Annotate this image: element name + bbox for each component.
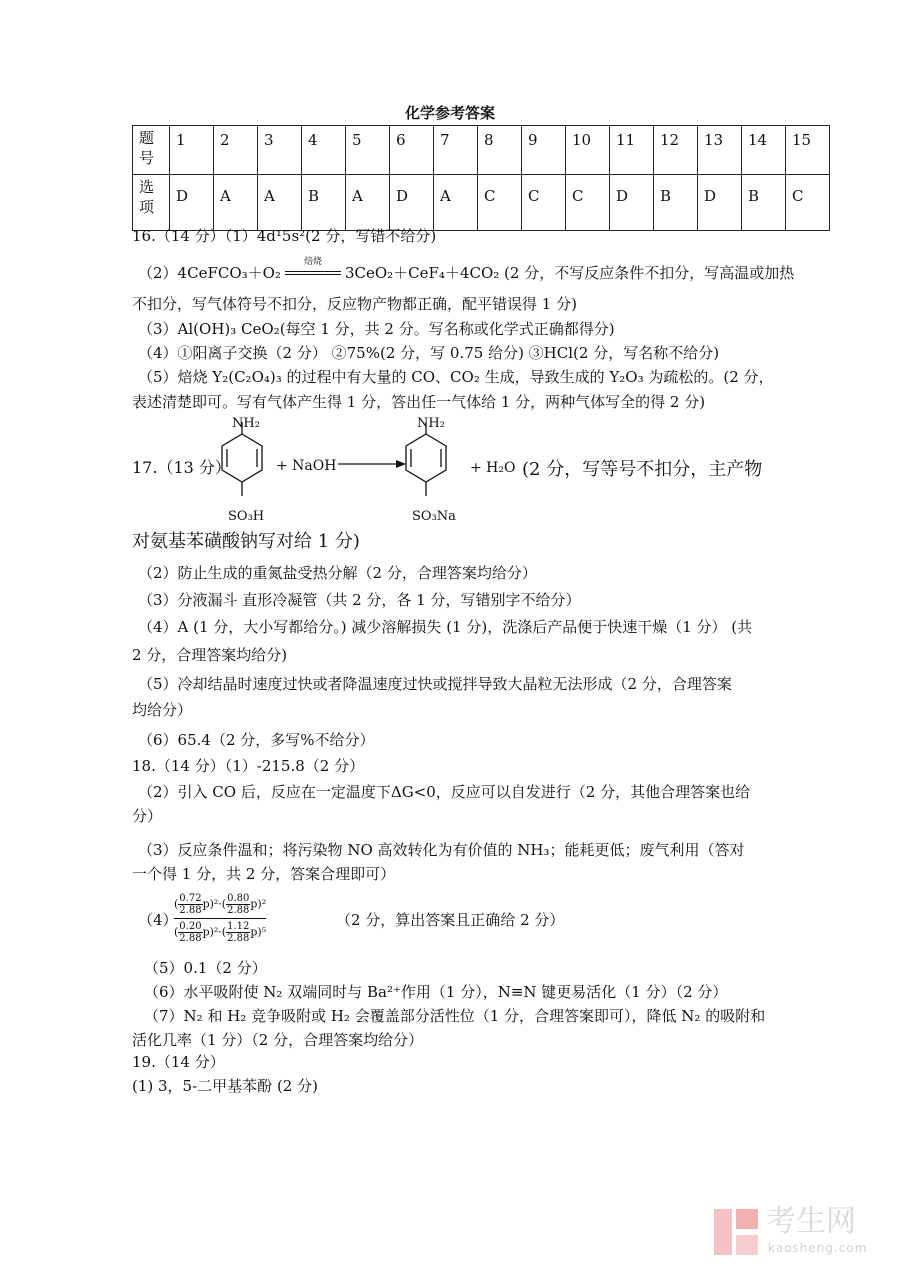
q16-line-6: （5）焙烧 Y₂(C₂O₄)₃ 的过程中有大量的 CO、CO₂ 生成，导致生成的 Y₂O₃ 为疏松的。(2 分，	[138, 368, 774, 386]
table-cell: 7	[434, 126, 478, 175]
q17-note: (2 分，写等号不扣分，主产物	[522, 459, 763, 480]
q17-line-9: （6）65.4（2 分，多写%不给分）	[138, 731, 375, 749]
table-cell: C	[522, 175, 566, 231]
reaction-condition: 焙烧	[303, 257, 322, 267]
q17-line-4: （3）分液漏斗 直形冷凝管（共 2 分，各 1 分，写错别字不给分）	[138, 591, 581, 609]
table-cell: D	[610, 175, 654, 231]
q17-line-7: （5）冷却结晶时速度过快或者降温速度过快或搅拌导致大晶粒无法形成（2 分，合理答案	[138, 675, 732, 693]
amino-group-label: NH₂	[232, 416, 260, 431]
watermark-url: kaosheng.com	[768, 1241, 868, 1255]
table-row-numbers	[133, 126, 830, 175]
table-row-answers	[133, 175, 830, 231]
q17-line-6: 2 分，合理答案均给分)	[132, 646, 288, 664]
q18-line-1: 18.（14 分）（1）-215.8（2 分）	[132, 757, 365, 775]
sulfonic-acid-label: SO₃H	[228, 509, 265, 524]
q18-line-10: 活化几率（1 分）（2 分，合理答案均给分）	[132, 1031, 424, 1049]
q17-line-2: 对氨基苯磺酸钠写对给 1 分)	[132, 531, 360, 552]
table-cell: A	[214, 175, 258, 231]
sulfonate-label: SO₃Na	[412, 509, 456, 524]
q18-line-7: （5）0.1（2 分）	[144, 959, 267, 977]
table-cell: C	[786, 175, 830, 231]
amino-group-label-product: NH₂	[417, 416, 445, 431]
q18-line-4: （3）反应条件温和；将污染物 NO 高效转化为有价值的 NH₃；能耗更低；废气利用（答对	[138, 841, 745, 859]
answer-table	[132, 125, 830, 231]
table-cell: 11	[610, 126, 654, 175]
watermark-logo	[712, 1205, 882, 1259]
table-cell: 14	[742, 126, 786, 175]
q16-line-3: 不扣分，写气体符号不扣分，反应物产物都正确，配平错误得 1 分)	[132, 295, 577, 313]
watermark-text: 考生网	[766, 1204, 856, 1239]
q18-item-4-label: （4）	[138, 911, 178, 929]
q18-item-4-note: （2 分，算出答案且正确给 2 分）	[336, 911, 565, 929]
table-cell: 1	[170, 126, 214, 175]
table-cell: 4	[302, 126, 346, 175]
table-cell: 15	[786, 126, 830, 175]
q17-label: 17.（13 分）	[132, 458, 231, 477]
table-cell: A	[258, 175, 302, 231]
naoh-label: + NaOH	[276, 458, 337, 474]
table-cell: 8	[478, 126, 522, 175]
table-cell: D	[170, 175, 214, 231]
q16-line-4: （3）Al(OH)₃ CeO₂(每空 1 分，共 2 分。写名称或化学式正确都得分)	[138, 320, 615, 338]
table-cell: 9	[522, 126, 566, 175]
table-header-cell: 选 项	[133, 175, 170, 231]
q18-line-9: （7）N₂ 和 H₂ 竞争吸附或 H₂ 会覆盖部分活性位（1 分，合理答案即可），降低 N₂ 的吸附和	[144, 1007, 766, 1025]
page-title: 化学参考答案	[404, 104, 495, 122]
water-label: + H₂O	[470, 460, 516, 476]
table-cell: A	[434, 175, 478, 231]
q18-line-8: （6）水平吸附使 N₂ 双端同时与 Ba²⁺作用（1 分），N≡N 键更易活化（1 分）（2 分）	[144, 983, 728, 1001]
table-cell: 5	[346, 126, 390, 175]
table-cell: D	[390, 175, 434, 231]
q17-line-5: （4）A (1 分，大小写都给分。) 减少溶解损失 (1 分)，洗涤后产品便于快速干燥（1 分） (共	[138, 618, 753, 636]
q16-line-7: 表述清楚即可。写有气体产生得 1 分，答出任一气体给 1 分，两种气体写全的得 2 分)	[132, 393, 706, 411]
table-cell: B	[302, 175, 346, 231]
table-cell: C	[478, 175, 522, 231]
table-cell: 10	[566, 126, 610, 175]
q18-line-5: 一个得 1 分，共 2 分，答案合理即可）	[132, 865, 396, 883]
q18-line-3: 分）	[132, 807, 163, 825]
logo-icon	[712, 1207, 760, 1257]
q16-line-1: 16.（14 分）（1）4d¹5s²(2 分，写错不给分)	[132, 227, 437, 245]
table-cell: 3	[258, 126, 302, 175]
q19-line-1: 19.（14 分）	[132, 1053, 225, 1071]
table-cell: 6	[390, 126, 434, 175]
table-cell: 13	[698, 126, 742, 175]
table-cell: C	[566, 175, 610, 231]
q18-line-2: （2）引入 CO 后，反应在一定温度下ΔG<0，反应可以自发进行（2 分，其他合理答案也给	[138, 783, 751, 801]
table-cell: A	[346, 175, 390, 231]
equilibrium-constant-expression: ( $\frac{0.72}{2.88}$ p)²·( $\frac{0.80}{2.88}$ p)² ( $\frac{0.20}{2.88}$ p)²·( $\frac{1.12}{2.88}$ p)⁵	[174, 893, 267, 944]
q16-equation: （2）4CeFCO₃＋O₂ 焙烧 3CeO₂＋CeF₄＋4CO₂ (2 分，不写反应条件不扣分，写高温或加热	[138, 257, 795, 282]
q17-line-3: （2）防止生成的重氮盐受热分解（2 分，合理答案均给分）	[138, 564, 537, 582]
q16-line-5: （4）①阳离子交换（2 分） ②75%(2 分，写 0.75 给分) ③HCl(2 分，写名称不给分)	[138, 344, 720, 362]
q19-line-2: (1) 3，5-二甲基苯酚 (2 分)	[132, 1077, 318, 1095]
table-cell: B	[654, 175, 698, 231]
table-cell: D	[698, 175, 742, 231]
table-cell: 12	[654, 126, 698, 175]
table-cell: B	[742, 175, 786, 231]
table-header-cell: 题 号	[133, 126, 170, 175]
q17-line-8: 均给分）	[132, 701, 193, 719]
table-cell: 2	[214, 126, 258, 175]
